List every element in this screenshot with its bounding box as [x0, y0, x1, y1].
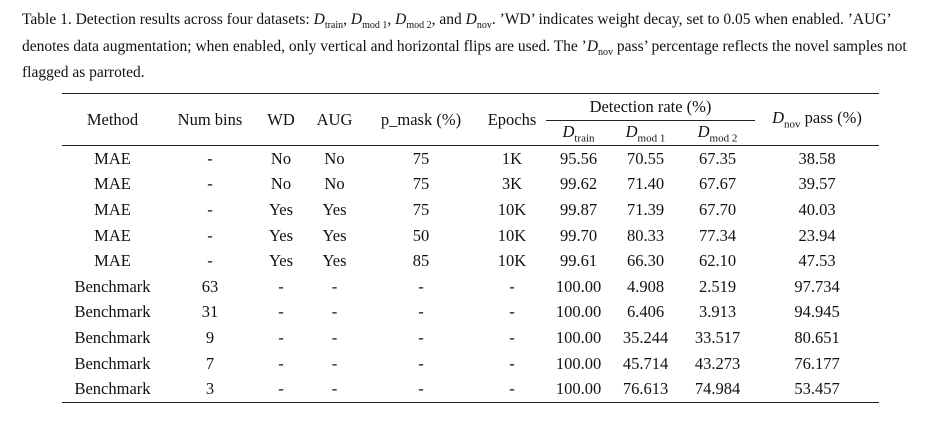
cell-d-train: 99.62 — [559, 174, 598, 194]
cell-num-bins: - — [207, 199, 213, 219]
header-d-mod1 — [611, 121, 680, 146]
table-row — [62, 351, 879, 377]
cell-d-train: 100.00 — [546, 376, 611, 402]
header-d-train-symbol: D — [562, 121, 575, 141]
caption-sep-3: , and — [431, 11, 466, 28]
cell-p-mask: - — [418, 302, 424, 322]
header-d-mod2-symbol: D — [697, 121, 710, 141]
caption-sep-2: , — [387, 11, 396, 28]
cell-d-mod2: 67.35 — [698, 148, 737, 168]
cell-p-mask: - — [364, 376, 478, 402]
cell-wd: No — [270, 148, 292, 168]
table-body — [62, 146, 879, 403]
cell-aug: - — [331, 302, 338, 322]
cell-aug: - — [331, 353, 338, 373]
cell-d-train: 100.00 — [555, 353, 602, 373]
cell-d-train: 100.00 — [555, 327, 602, 347]
cell-d-nov-pass: 76.177 — [794, 353, 840, 373]
cell-num-bins: - — [207, 148, 213, 168]
header-wd: WD — [257, 94, 305, 146]
d-nov2-subscript: nov — [598, 46, 614, 58]
cell-aug: Yes — [322, 251, 347, 271]
cell-p-mask: 75 — [412, 174, 430, 194]
cell-d-mod2: 77.34 — [698, 225, 737, 245]
header-d-train-subscript: train — [574, 132, 595, 145]
cell-d-nov-pass: 97.734 — [794, 276, 840, 296]
cell-num-bins: 7 — [205, 353, 215, 373]
caption-text-3: pass’ percentage reflects the novel samples not flagged as parroted. — [22, 37, 907, 82]
cell-d-nov-pass: 40.03 — [798, 199, 836, 219]
cell-method: MAE — [94, 199, 131, 219]
cell-d-mod1: 80.33 — [626, 225, 665, 245]
cell-epochs: 3K — [501, 174, 523, 194]
cell-num-bins: - — [207, 251, 213, 271]
cell-p-mask: - — [418, 353, 424, 373]
cell-method: MAE — [94, 251, 131, 271]
cell-d-nov-pass: 53.457 — [755, 376, 879, 402]
cell-d-train: 99.87 — [559, 199, 598, 219]
cell-d-train: 99.70 — [559, 225, 598, 245]
cell-d-mod1: 71.40 — [626, 174, 665, 194]
cell-d-mod1: 6.406 — [626, 302, 665, 322]
cell-d-nov-pass: 23.94 — [798, 225, 836, 245]
table-row — [62, 172, 879, 198]
header-method: Method — [62, 94, 163, 146]
cell-d-mod2: 33.517 — [694, 327, 741, 347]
header-d-nov-suffix: pass (%) — [800, 108, 862, 128]
cell-d-nov-pass: 47.53 — [798, 251, 836, 271]
cell-method: MAE — [94, 174, 131, 194]
d-mod1-symbol: D — [350, 11, 363, 28]
d-mod2-symbol: D — [395, 11, 407, 28]
cell-aug: No — [324, 174, 345, 194]
cell-d-mod2: 3.913 — [698, 302, 737, 322]
cell-num-bins: 63 — [201, 276, 219, 296]
cell-p-mask: 75 — [412, 199, 430, 219]
cell-d-mod1: 66.30 — [626, 251, 665, 271]
table-row — [62, 223, 879, 249]
table-row — [62, 197, 879, 223]
header-detection-rate: Detection rate (%) — [546, 94, 755, 121]
cell-d-mod1: 71.39 — [626, 199, 665, 219]
cell-epochs: 1K — [501, 148, 523, 168]
d-train-subscript: train — [324, 20, 344, 32]
cell-d-train: 100.00 — [555, 276, 602, 296]
d-mod1-subscript: mod 1 — [362, 20, 388, 32]
d-train-symbol: D — [313, 11, 325, 28]
header-d-mod2 — [680, 121, 755, 146]
cell-epochs: - — [509, 302, 515, 322]
cell-num-bins: - — [207, 225, 213, 245]
table-row — [62, 274, 879, 300]
cell-d-nov-pass: 94.945 — [794, 302, 840, 322]
cell-d-mod1: 4.908 — [626, 276, 665, 296]
cell-d-train: 100.00 — [555, 302, 602, 322]
cell-aug: - — [331, 327, 338, 347]
cell-num-bins: - — [207, 174, 213, 194]
header-d-mod2-subscript: mod 2 — [709, 132, 738, 145]
d-nov-symbol: D — [465, 11, 477, 28]
cell-p-mask: - — [418, 276, 424, 296]
cell-d-mod2: 74.984 — [680, 376, 755, 402]
cell-aug: No — [324, 148, 345, 168]
cell-d-mod1: 70.55 — [626, 148, 665, 168]
table-row — [62, 325, 879, 351]
cell-wd: - — [257, 376, 305, 402]
table-caption — [22, 10, 922, 84]
header-d-mod1-subscript: mod 1 — [637, 132, 666, 145]
cell-method: Benchmark — [74, 353, 151, 373]
header-d-nov-subscript: nov — [784, 118, 801, 131]
cell-epochs: 10K — [497, 225, 527, 245]
cell-p-mask: - — [418, 327, 424, 347]
caption-text-2: . ’WD’ indicates weight decay, set to 0.05 when enabled. ’AUG’ denotes data augmentation; when enabled, only vertical and horizontal flips are used. The ’ — [22, 11, 891, 55]
cell-epochs: - — [509, 353, 515, 373]
cell-p-mask: 75 — [412, 148, 430, 168]
cell-wd: No — [270, 174, 292, 194]
cell-method: Benchmark — [74, 276, 151, 296]
cell-wd: - — [278, 302, 284, 322]
cell-method: Benchmark — [74, 327, 151, 347]
cell-d-mod2: 43.273 — [694, 353, 741, 373]
table-row — [62, 376, 879, 402]
cell-epochs: 10K — [497, 251, 527, 271]
cell-d-nov-pass: 80.651 — [794, 327, 840, 347]
cell-d-mod1: 76.613 — [611, 376, 680, 402]
cell-aug: - — [331, 276, 338, 296]
cell-epochs: 10K — [497, 199, 527, 219]
header-d-train — [546, 121, 611, 146]
cell-p-mask: 50 — [412, 225, 430, 245]
header-d-nov-symbol: D — [772, 108, 784, 128]
cell-d-train: 95.56 — [559, 148, 598, 168]
header-epochs: Epochs — [478, 94, 546, 146]
cell-method: Benchmark — [62, 376, 163, 402]
cell-d-mod2: 67.67 — [698, 174, 737, 194]
cell-aug: Yes — [322, 199, 347, 219]
cell-method: MAE — [94, 148, 131, 168]
cell-wd: - — [278, 353, 284, 373]
header-d-nov-pass — [755, 94, 879, 146]
cell-wd: Yes — [268, 225, 293, 245]
cell-d-mod2: 67.70 — [698, 199, 737, 219]
d-mod2-subscript: mod 2 — [406, 20, 432, 32]
cell-d-train: 99.61 — [559, 251, 598, 271]
cell-d-mod2: 62.10 — [698, 251, 737, 271]
cell-aug: Yes — [322, 225, 347, 245]
table-row — [62, 248, 879, 274]
cell-num-bins: 9 — [205, 327, 215, 347]
cell-d-mod1: 35.244 — [622, 327, 669, 347]
header-num-bins: Num bins — [163, 94, 257, 146]
caption-label: Table 1. — [22, 11, 72, 28]
cell-epochs: - — [509, 327, 515, 347]
caption-sep-1: , — [343, 11, 351, 28]
cell-d-nov-pass: 39.57 — [798, 174, 836, 194]
cell-method: MAE — [94, 225, 131, 245]
cell-wd: Yes — [268, 251, 293, 271]
d-nov2-symbol: D — [586, 37, 599, 55]
cell-wd: Yes — [268, 199, 293, 219]
header-d-mod1-symbol: D — [625, 121, 638, 141]
cell-wd: - — [278, 327, 284, 347]
header-aug: AUG — [305, 94, 364, 146]
table-row — [62, 300, 879, 326]
cell-epochs: - — [478, 376, 546, 402]
cell-aug: - — [305, 376, 364, 402]
cell-epochs: - — [509, 276, 515, 296]
cell-wd: - — [278, 276, 284, 296]
header-p-mask: p_mask (%) — [364, 94, 478, 146]
cell-p-mask: 85 — [412, 251, 430, 271]
cell-d-mod2: 2.519 — [698, 276, 737, 296]
cell-num-bins: 3 — [163, 376, 257, 402]
caption-text-1: Detection results across four datasets: — [75, 11, 314, 28]
cell-d-nov-pass: 38.58 — [798, 148, 836, 168]
table-row — [62, 146, 879, 172]
cell-num-bins: 31 — [201, 302, 219, 322]
results-table — [62, 93, 879, 403]
d-nov-subscript: nov — [476, 20, 492, 32]
cell-method: Benchmark — [74, 302, 151, 322]
cell-d-mod1: 45.714 — [622, 353, 669, 373]
